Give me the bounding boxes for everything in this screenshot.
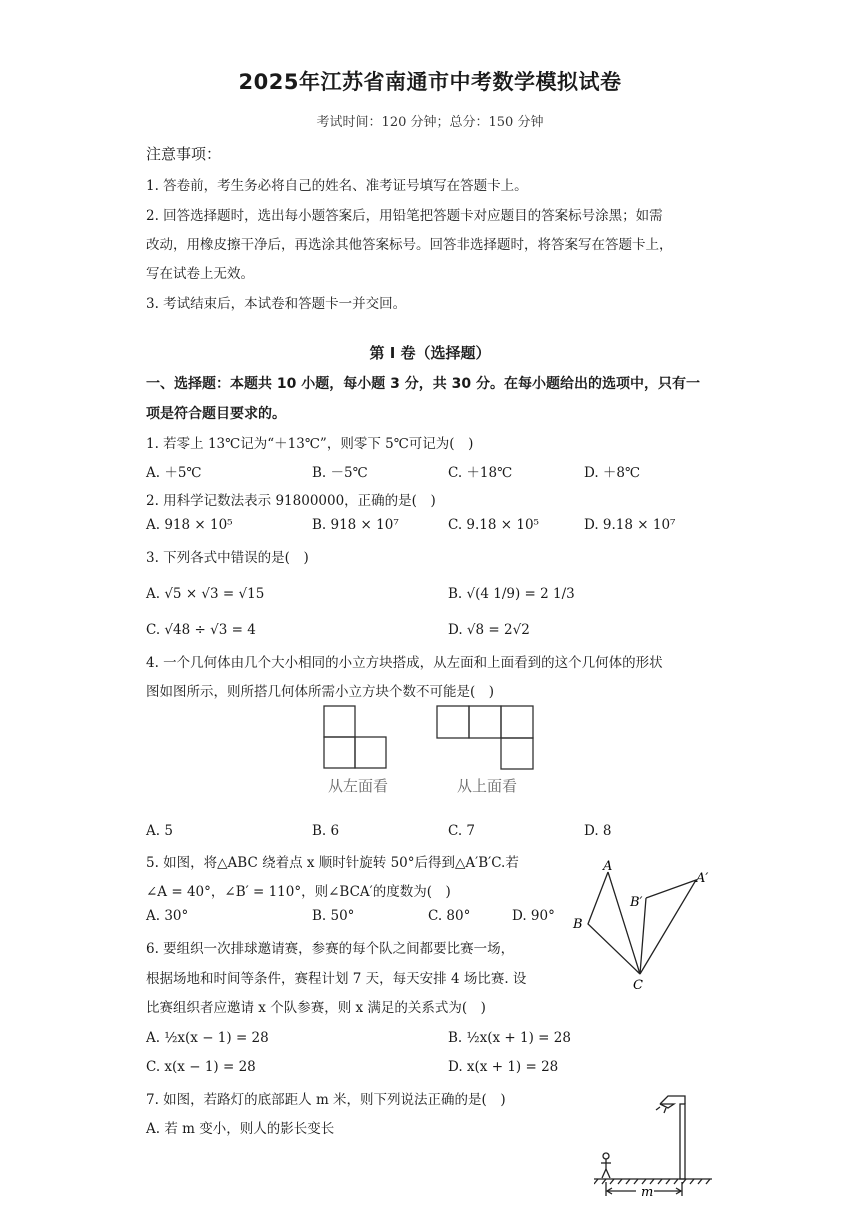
q4-option-b: B. 6 <box>312 823 340 839</box>
lamp-arm <box>660 1096 685 1104</box>
notice-heading: 注意事项： <box>146 145 222 163</box>
top-view-cube <box>469 706 501 738</box>
q5-option-c: C. 80° <box>428 908 471 924</box>
label-m: m <box>641 1185 654 1200</box>
q2-stem: 2. 用科学记数法表示 91800000，正确的是( ) <box>146 493 436 509</box>
section-intro: 一、选择题：本题共 10 小题，每小题 3 分，共 30 分。在每小题给出的选项中，只有一 <box>146 376 700 392</box>
left-view-cube <box>324 706 355 737</box>
q4-option-c: C. 7 <box>448 823 476 839</box>
ground-hatching <box>594 1179 710 1184</box>
q6-option-a: A. ½x(x − 1) = 28 <box>146 1030 269 1046</box>
person-leg <box>602 1169 606 1178</box>
q3-stem: 3. 下列各式中错误的是( ) <box>146 550 309 566</box>
left-view-cube <box>355 737 386 768</box>
q7-option-a: A. 若 m 变小，则人的影长变长 <box>146 1121 335 1137</box>
q1-option-d: D. ＋8℃ <box>584 465 641 481</box>
triangle-a1b1c <box>640 880 696 974</box>
q4-stem-cont: 图如图所示，则所搭几何体所需小立方块个数不可能是( ) <box>146 684 495 700</box>
q6-option-c: C. x(x − 1) = 28 <box>146 1059 256 1075</box>
notice-line-2: 2. 回答选择题时，选出每小题答案后，用铅笔把答题卡对应题目的答案标号涂黑；如需 <box>146 208 663 224</box>
q2-option-d: D. 9.18 × 10⁷ <box>584 517 676 533</box>
page-title: 2025年江苏省南通市中考数学模拟试卷 <box>238 70 622 94</box>
q3-option-c: C. √48 ÷ √3 = 4 <box>146 622 256 638</box>
top-view-cube <box>501 738 533 769</box>
light-ray <box>656 1107 660 1110</box>
section-title: 第 I 卷（选择题） <box>369 344 491 362</box>
q6-stem-cont: 根据场地和时间等条件，赛程计划 7 天，每天安排 4 场比赛. 设 <box>146 971 527 987</box>
top-view-cube <box>501 706 533 738</box>
label-b: B <box>573 917 583 932</box>
q2-option-b: B. 918 × 10⁷ <box>312 517 399 533</box>
q1-option-c: C. ＋18℃ <box>448 465 513 481</box>
caption-top-view: 从上面看 <box>457 777 518 795</box>
label-a: A <box>603 859 613 874</box>
person-head <box>603 1153 609 1159</box>
exam-info: 考试时间：120 分钟；总分：150 分钟 <box>316 115 544 130</box>
caption-left-view: 从左面看 <box>328 777 389 795</box>
lamp-post <box>680 1104 685 1179</box>
q4-views-figure <box>322 704 537 770</box>
top-view-cube <box>437 706 469 738</box>
q7-streetlight-figure <box>594 1090 714 1208</box>
left-view-cube <box>324 737 355 768</box>
q5-rotation-figure <box>568 856 728 994</box>
q6-stem: 6. 要组织一次排球邀请赛，参赛的每个队之间都要比赛一场， <box>146 941 515 957</box>
notice-line-5: 3. 考试结束后，本试卷和答题卡一并交回。 <box>146 296 407 312</box>
notice-line-3: 改动，用橡皮擦干净后，再选涂其他答案标号。回答非选择题时，将答案写在答题卡上， <box>146 237 673 253</box>
q4-option-a: A. 5 <box>146 823 173 839</box>
q4-stem: 4. 一个几何体由几个大小相同的小立方块搭成，从左面和上面看到的这个几何体的形状 <box>146 655 663 671</box>
q5-stem-cont: ∠A = 40°，∠B′ = 110°，则∠BCA′的度数为( ) <box>146 884 451 900</box>
q5-option-a: A. 30° <box>146 908 189 924</box>
q5-option-b: B. 50° <box>312 908 355 924</box>
notice-line-4: 写在试卷上无效。 <box>146 266 254 282</box>
person-leg <box>606 1169 610 1178</box>
q2-option-c: C. 9.18 × 10⁵ <box>448 517 539 533</box>
q1-option-a: A. ＋5℃ <box>146 465 202 481</box>
label-b-prime: B′ <box>630 895 643 910</box>
q3-option-a: A. √5 × √3 = √15 <box>146 586 265 602</box>
q5-option-d: D. 90° <box>512 908 555 924</box>
section-intro-cont: 项是符合题目要求的。 <box>146 406 286 422</box>
q1-option-b: B. －5℃ <box>312 465 368 481</box>
q2-option-a: A. 918 × 10⁵ <box>146 517 233 533</box>
q6-stem-cont-2: 比赛组织者应邀请 x 个队参赛，则 x 满足的关系式为( ) <box>146 1000 486 1016</box>
label-c: C <box>633 978 643 993</box>
label-a-prime: A′ <box>696 871 709 886</box>
q6-option-d: D. x(x + 1) = 28 <box>448 1059 559 1075</box>
light-ray <box>664 1108 666 1113</box>
triangle-abc <box>588 872 640 974</box>
q3-option-d: D. √8 = 2√2 <box>448 622 530 638</box>
q4-option-d: D. 8 <box>584 823 612 839</box>
lamp-head <box>660 1104 674 1108</box>
q5-stem: 5. 如图，将△ABC 绕着点 x 顺时针旋转 50°后得到△A′B′C.若 <box>146 855 519 871</box>
notice-line-1: 1. 答卷前，考生务必将自己的姓名、准考证号填写在答题卡上。 <box>146 178 528 194</box>
q7-stem: 7. 如图，若路灯的底部距人 m 米，则下列说法正确的是( ) <box>146 1092 506 1108</box>
q6-option-b: B. ½x(x + 1) = 28 <box>448 1030 571 1046</box>
q1-stem: 1. 若零上 13℃记为“＋13℃”，则零下 5℃可记为( ) <box>146 436 474 452</box>
q3-option-b: B. √(4 1/9) = 2 1/3 <box>448 586 575 602</box>
